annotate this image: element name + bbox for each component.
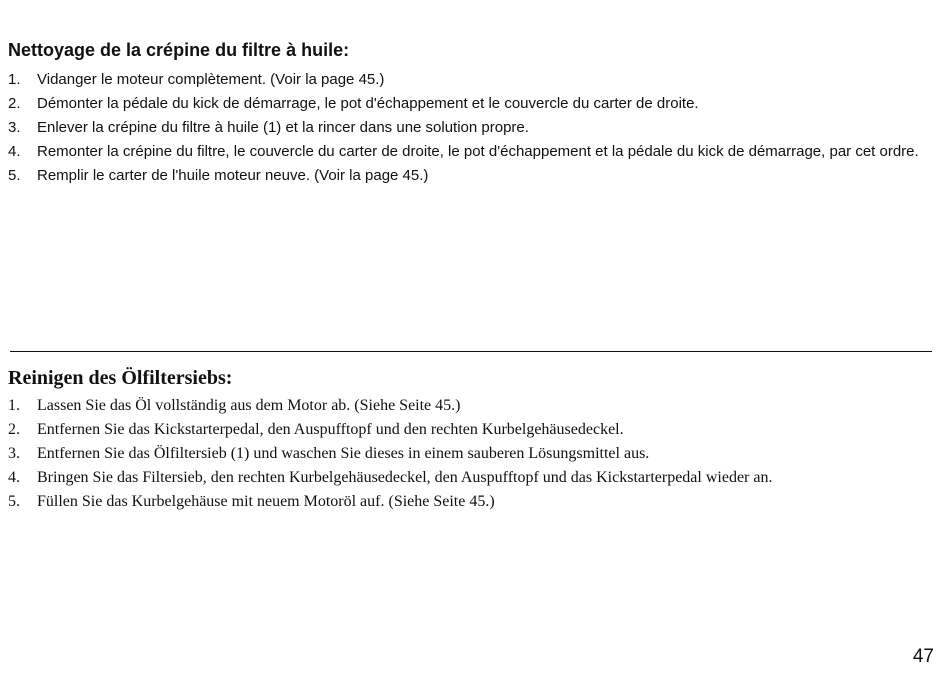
french-step xyxy=(8,140,933,164)
german-steps-list xyxy=(8,394,933,514)
french-heading: Nettoyage de la crépine du filtre à huile: xyxy=(8,40,350,60)
step-text: Démonter la pédale du kick de démarrage, le pot d'échappement et le couvercle du carter de droite. xyxy=(37,95,699,112)
french-step xyxy=(8,116,933,140)
step-text: Entfernen Sie das Kickstarterpedal, den Auspufftopf und den rechten Kurbelgehäusedeckel. xyxy=(37,421,624,438)
german-step xyxy=(8,442,933,466)
step-text: Enlever la crépine du filtre à huile (1) et la rincer dans une solution propre. xyxy=(37,119,529,136)
step-number: 4. xyxy=(8,143,21,160)
step-text: Füllen Sie das Kurbelgehäuse mit neuem Motoröl auf. (Siehe Seite 45.) xyxy=(37,493,495,510)
step-text: Remplir le carter de l'huile moteur neuve. (Voir la page 45.) xyxy=(37,167,429,184)
german-step xyxy=(8,490,933,514)
french-step xyxy=(8,92,933,116)
step-text: Entfernen Sie das Ölfiltersieb (1) und waschen Sie dieses in einem sauberen Lösungsmittel aus. xyxy=(37,445,650,462)
german-step xyxy=(8,394,933,418)
french-step xyxy=(8,68,933,92)
step-number: 2. xyxy=(8,421,20,438)
french-section xyxy=(8,38,933,188)
step-number: 1. xyxy=(8,71,21,88)
step-number: 5. xyxy=(8,493,20,510)
french-step xyxy=(8,164,933,188)
step-number: 3. xyxy=(8,119,21,136)
step-text: Bringen Sie das Filtersieb, den rechten Kurbelgehäusedeckel, den Auspufftopf und das Kickstarterpedal wieder an. xyxy=(37,469,773,486)
german-section xyxy=(8,366,933,514)
german-step xyxy=(8,418,933,442)
page-number: 47 xyxy=(912,646,934,667)
french-steps-list xyxy=(8,68,933,188)
step-text: Lassen Sie das Öl vollständig aus dem Motor ab. (Siehe Seite 45.) xyxy=(37,397,461,414)
step-number: 2. xyxy=(8,95,21,112)
german-step xyxy=(8,466,933,490)
step-number: 1. xyxy=(8,397,20,414)
step-text: Vidanger le moteur complètement. (Voir la page 45.) xyxy=(37,71,385,88)
section-divider xyxy=(10,351,932,352)
german-heading: Reinigen des Ölfiltersiebs: xyxy=(8,367,233,389)
step-number: 5. xyxy=(8,167,21,184)
step-number: 3. xyxy=(8,445,20,462)
step-number: 4. xyxy=(8,469,20,486)
step-text: Remonter la crépine du filtre, le couvercle du carter de droite, le pot d'échappement et la pédale du kick de démarrage, par cet ordre. xyxy=(37,143,919,160)
